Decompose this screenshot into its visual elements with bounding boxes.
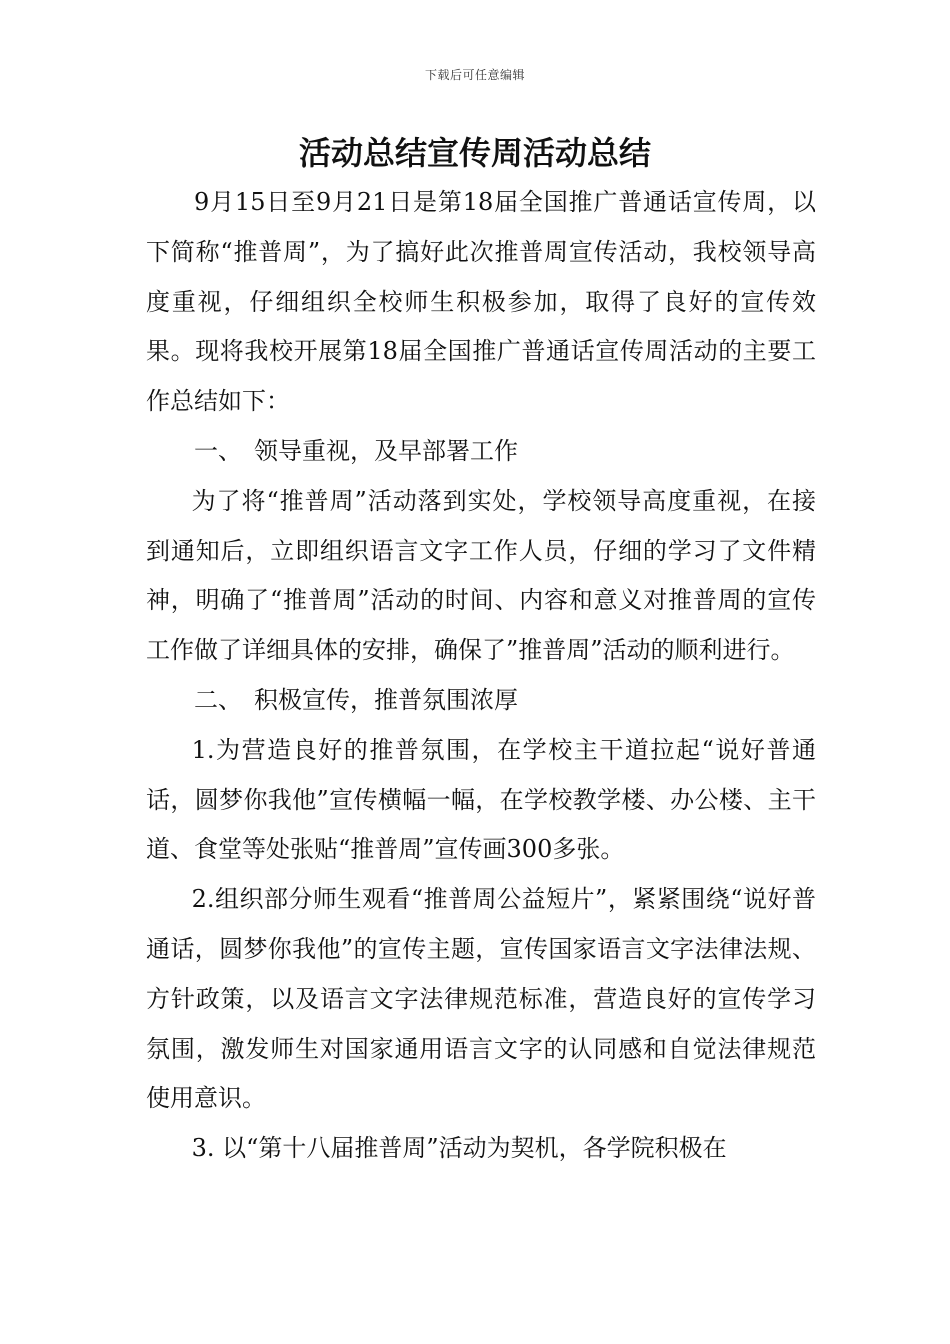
paragraph-item-2: 2.组织部分师生观看“推普周公益短片”，紧紧围绕“说好普通话，圆梦你我他”的宣传主题，宣传国家语言文字法律法规、方针政策，以及语言文字法律规范标准，营造良好的宣传学习氛围，激发师生对国家通用语言文字的认同感和自觉法律规范使用意识。 xyxy=(146,885,816,1113)
paragraph-item-1: 1.为营造良好的推普氛围，在学校主干道拉起“说好普通话，圆梦你我他”宣传横幅一幅，在学校教学楼、办公楼、主干道、食堂等处张贴“推普周”宣传画300多张。 xyxy=(146,735,816,864)
section-heading-1: 一、 领导重视，及早部署工作 xyxy=(194,436,518,465)
document-title: 活动总结宣传周活动总结 xyxy=(298,134,651,172)
section-heading-2: 二、 积极宣传，推普氛围浓厚 xyxy=(194,685,518,714)
paragraph-item-3: 3. 以“第十八届推普周”活动为契机，各学院积极在 xyxy=(191,1134,727,1163)
page-header-note: 下载后可任意编辑 xyxy=(424,68,525,82)
document-body xyxy=(146,178,816,1174)
paragraph-leadership: 为了将“推普周”活动落到实处，学校领导高度重视，在接到通知后，立即组织语言文字工作人员，仔细的学习了文件精神，明确了“推普周”活动的时间、内容和意义对推普周的宣传工作做了详细具体的安排，确保了”推普周”活动的顺利进行。 xyxy=(146,486,816,665)
paragraph-intro: 9月15日至9月21日是第18届全国推广普通话宣传周，以下简称“推普周”，为了搞好此次推普周宣传活动，我校领导高度重视，仔细组织全校师生积极参加，取得了良好的宣传效果。现将我校开展第18届全国推广普通话宣传周活动的主要工作总结如下： xyxy=(146,188,816,416)
